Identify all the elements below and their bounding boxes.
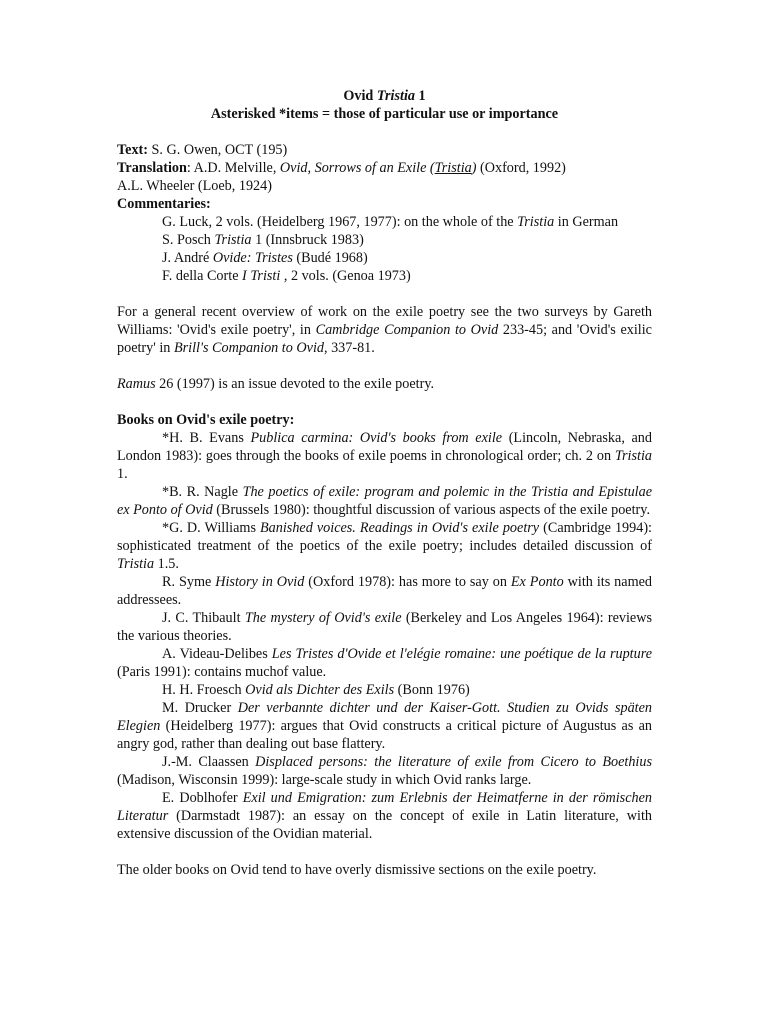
book-entry: E. Doblhofer Exil und Emigration: zum Erlebnis der Heimatferne in der römischen Literatur (Darmstadt 1987): an essay on the concept of exile in Latin literature, with extensive discussion of the Ovidian material. — [117, 790, 652, 842]
books-heading: Books on Ovid's exile poetry: — [117, 412, 295, 428]
translation-line: Translation: A.D. Melville, Ovid, Sorrows of an Exile (Tristia) (Oxford, 1992) — [117, 160, 566, 176]
book-entry: R. Syme History in Ovid (Oxford 1978): has more to say on Ex Ponto with its named addressees. — [117, 574, 653, 608]
commentary-item: G. Luck, 2 vols. (Heidelberg 1967, 1977): on the whole of the Tristia in German — [162, 214, 619, 230]
book-entry: *G. D. Williams Banished voices. Readings in Ovid's exile poetry (Cambridge 1994): sophisticated treatment of the poetics of the exile poetry; includes detailed discussion of Tristia 1.5. — [117, 520, 652, 572]
spacer — [117, 393, 652, 411]
closing-paragraph: The older books on Ovid tend to have overly dismissive sections on the exile poetry. — [117, 862, 597, 878]
commentaries-heading: Commentaries: — [117, 196, 211, 212]
spacer — [117, 357, 652, 375]
spacer — [117, 285, 652, 303]
book-entry: *H. B. Evans Publica carmina: Ovid's books from exile (Lincoln, Nebraska, and London 1983): goes through the books of exile poems in chronological order; ch. 2 on Tristia 1. — [117, 430, 652, 482]
book-entry: *B. R. Nagle The poetics of exile: program and polemic in the Tristia and Epistulae ex Ponto of Ovid (Brussels 1980): thoughtful discussion of various aspects of the exile poetry. — [117, 484, 652, 518]
commentary-item: S. Posch Tristia 1 (Innsbruck 1983) — [162, 232, 364, 248]
book-entry: M. Drucker Der verbannte dichter und der Kaiser-Gott. Studien zu Ovids späten Elegien (Heidelberg 1977): argues that Ovid constructs a critical picture of Augustus as an angry god, rather than dealing out base flattery. — [117, 700, 652, 752]
ramus-paragraph: Ramus 26 (1997) is an issue devoted to the exile poetry. — [117, 376, 435, 392]
page-title: Ovid Tristia 1 — [343, 88, 426, 104]
commentary-item: F. della Corte I Tristi , 2 vols. (Genoa 1973) — [162, 268, 411, 284]
page-subtitle: Asterisked *items = those of particular use or importance — [210, 106, 559, 122]
document-body — [117, 87, 652, 879]
text-line: Text: S. G. Owen, OCT (195) — [117, 142, 288, 158]
book-entry: J.-M. Claassen Displaced persons: the literature of exile from Cicero to Boethius (Madison, Wisconsin 1999): large-scale study in which Ovid ranks large. — [117, 754, 652, 788]
book-entry: H. H. Froesch Ovid als Dichter des Exils (Bonn 1976) — [162, 682, 470, 698]
book-entry: J. C. Thibault The mystery of Ovid's exile (Berkeley and Los Angeles 1964): reviews the various theories. — [117, 610, 652, 644]
overview-paragraph: For a general recent overview of work on the exile poetry see the two surveys by Gareth Williams: 'Ovid's exile poetry', in Cambridge Companion to Ovid 233-45; and 'Ovid's exilic poetry' in Brill's Companion to Ovid, 337-81. — [117, 304, 652, 356]
commentary-item: J. André Ovide: Tristes (Budé 1968) — [162, 250, 368, 266]
translation-line-2: A.L. Wheeler (Loeb, 1924) — [117, 178, 272, 194]
book-entry: A. Videau-Delibes Les Tristes d'Ovide et l'elégie romaine: une poétique de la rupture (Paris 1991): contains muchof value. — [117, 646, 652, 680]
spacer — [117, 843, 652, 861]
